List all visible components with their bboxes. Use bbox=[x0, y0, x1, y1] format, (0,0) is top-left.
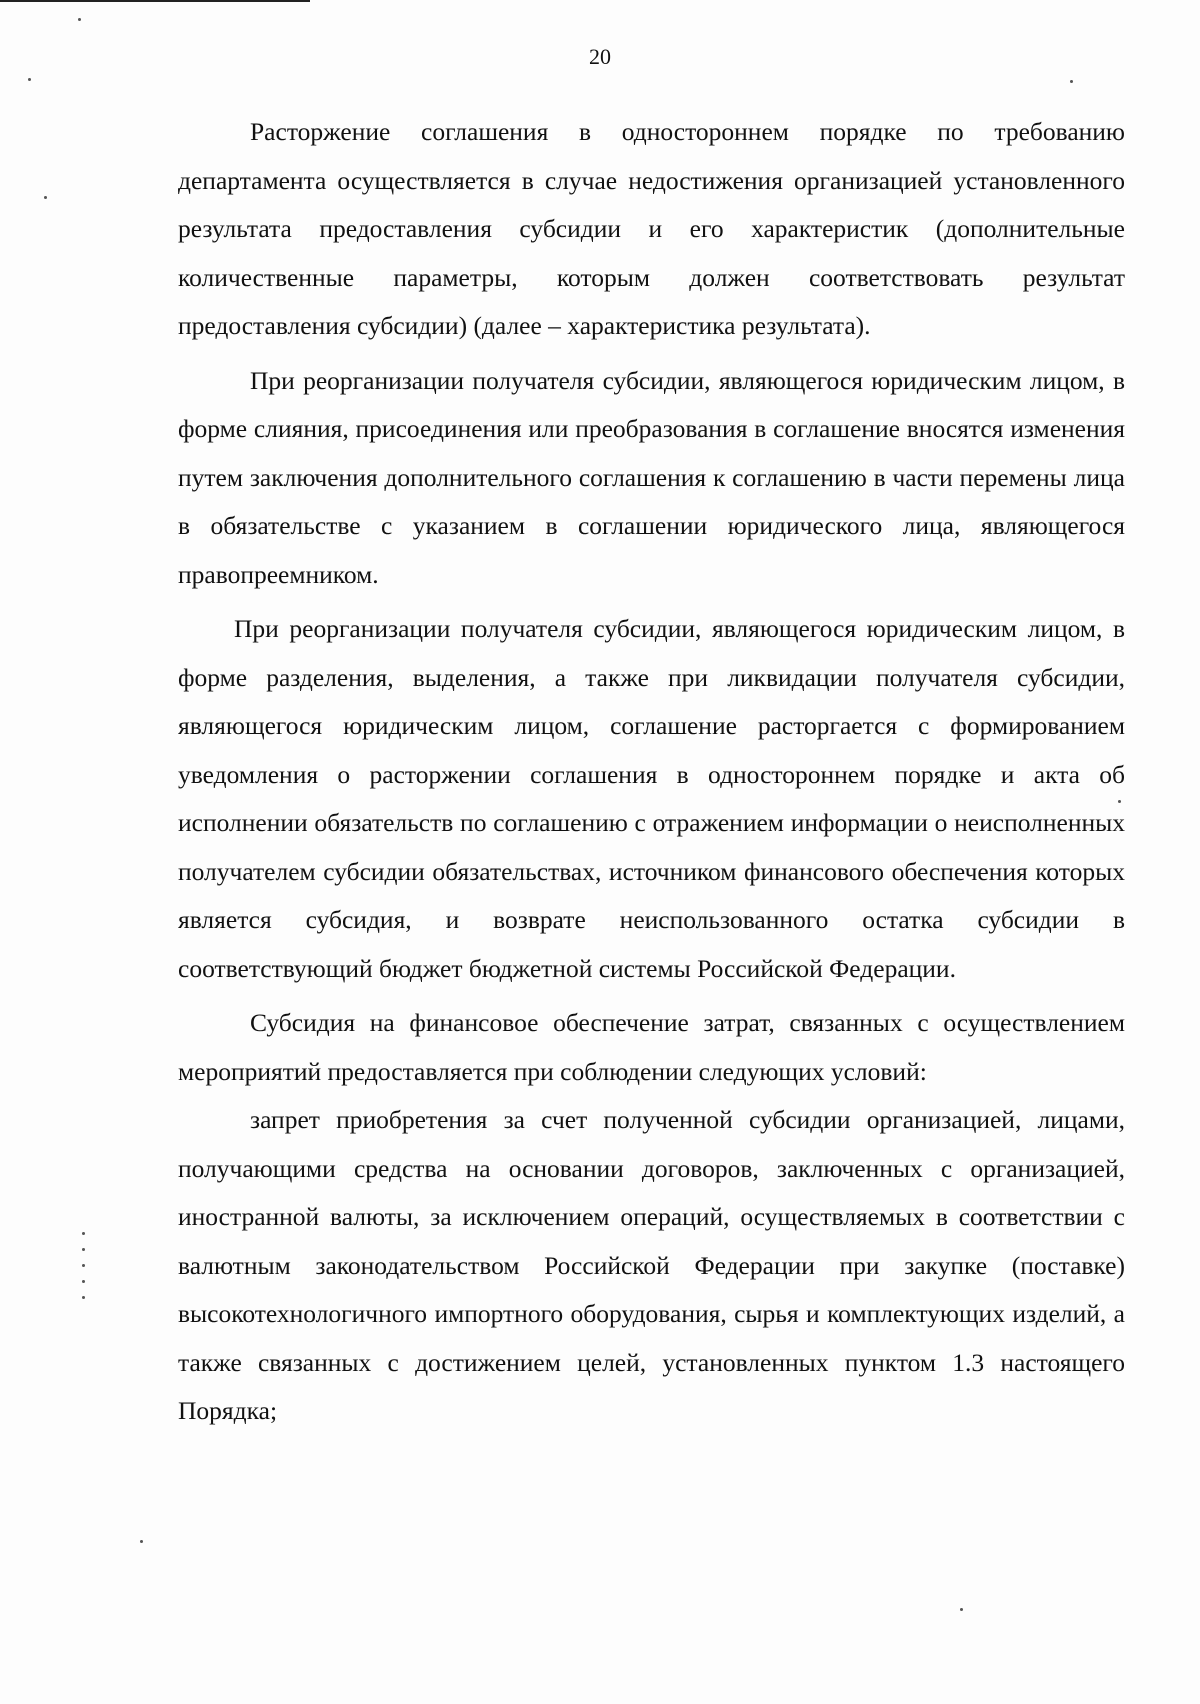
scan-speck bbox=[78, 18, 81, 21]
scan-speck bbox=[82, 1264, 85, 1267]
scan-speck bbox=[1118, 800, 1121, 803]
scan-speck bbox=[960, 1608, 963, 1611]
page-number: 20 bbox=[589, 44, 611, 69]
paragraph-reorganization-merger: При реорганизации получателя субсидии, являющегося юридическим лицом, в форме слияния, присоединения или преобразования в соглашение вносятся изменения путем заключения дополнительного соглашения к соглашению в части перемены лица в обязательстве с указанием в соглашении юридического лица, являющегося правопреемником. bbox=[178, 365, 1125, 589]
document-body bbox=[178, 108, 1125, 1436]
paragraph-subsidy-conditions: Субсидия на финансовое обеспечение затрат, связанных с осуществлением мероприятий предоставляется при соблюдении следующих условий: bbox=[178, 1008, 1125, 1086]
scan-speck bbox=[1070, 80, 1073, 83]
paragraph-reorganization-division: При реорганизации получателя субсидии, являющегося юридическим лицом, в форме разделения, выделения, а также при ликвидации получателя субсидии, являющегося юридическим лицом, соглашение расторгается с формированием уведомления о расторжении соглашения в одностороннем порядке и акта об исполнении обязательств по соглашению с отражением информации о неисполненных получателем субсидии обязательствах, источником финансового обеспечения которых является субсидия, и возврате неиспользованного остатка субсидии в соответствующий бюджет бюджетной системы Российской Федерации. bbox=[178, 614, 1125, 983]
paragraph-currency-prohibition: запрет приобретения за счет полученной субсидии организацией, лицами, получающими средства на основании договоров, заключенных с организацией, иностранной валюты, за исключением операций, осуществляемых в соответствии с валютным законодательством Российской Федерации при закупке (поставке) высокотехнологичного импортного оборудования, сырья и комплектующих изделий, а также связанных с достижением целей, установленных пунктом 1.3 настоящего Порядка; bbox=[178, 1105, 1125, 1425]
scan-speck bbox=[44, 196, 47, 199]
scan-speck bbox=[82, 1280, 85, 1283]
scan-speck bbox=[140, 1540, 143, 1543]
paragraph-termination: Расторжение соглашения в одностороннем порядке по требованию департамента осуществляется в случае недостижения организацией установленного результата предоставления субсидии и его характеристик (дополнительные количественные параметры, которым должен соответствовать результат предоставления субсидии) (далее – характеристика результата). bbox=[178, 117, 1125, 340]
top-border-line bbox=[0, 0, 310, 2]
scan-speck bbox=[82, 1232, 85, 1235]
scan-speck bbox=[28, 78, 31, 81]
scan-speck bbox=[82, 1248, 85, 1251]
scan-speck bbox=[82, 1296, 85, 1299]
